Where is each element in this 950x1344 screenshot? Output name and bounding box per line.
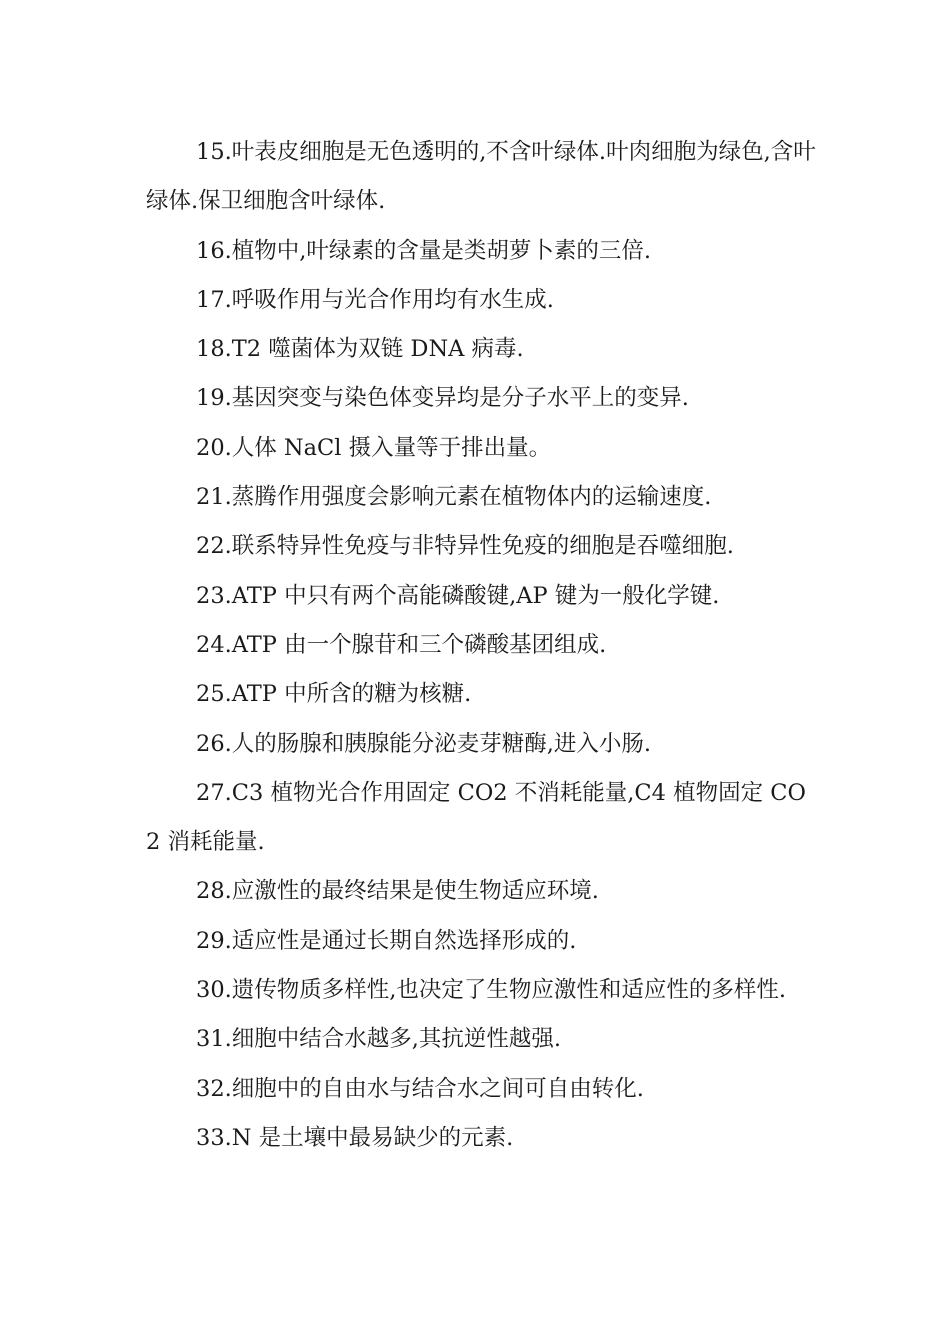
list-item: 27.C3 植物光合作用固定 CO2 不消耗能量,C4 植物固定 CO2 消耗能量. <box>146 779 806 856</box>
list-item: 23.ATP 中只有两个高能磷酸键,AP 键为一般化学键. <box>196 582 720 609</box>
list-item: 30.遗传物质多样性,也决定了生物应激性和适应性的多样性. <box>196 977 787 1004</box>
list-item: 15.叶表皮细胞是无色透明的,不含叶绿体.叶肉细胞为绿色,含叶绿体.保卫细胞含叶绿体. <box>146 139 816 215</box>
list-item: 26.人的肠腺和胰腺能分泌麦芽糖酶,进入小肠. <box>196 730 652 757</box>
list-item: 25.ATP 中所含的糖为核糖. <box>196 681 472 708</box>
list-item: 21.蒸腾作用强度会影响元素在植物体内的运输速度. <box>196 484 712 511</box>
list-item: 33.N 是土壤中最易缺少的元素. <box>196 1124 514 1151</box>
list-item: 22.联系特异性免疫与非特异性免疫的细胞是吞噬细胞. <box>196 533 734 560</box>
list-item: 16.植物中,叶绿素的含量是类胡萝卜素的三倍. <box>196 237 652 264</box>
list-item: 28.应激性的最终结果是使生物适应环境. <box>196 878 599 905</box>
list-item: 20.人体 NaCl 摄入量等于排出量。 <box>196 434 552 461</box>
list-item: 24.ATP 由一个腺苷和三个磷酸基团组成. <box>196 631 607 658</box>
list-item: 17.呼吸作用与光合作用均有水生成. <box>196 286 554 313</box>
list-item: 29.适应性是通过长期自然选择形成的. <box>196 927 577 954</box>
list-item: 19.基因突变与染色体变异均是分子水平上的变异. <box>196 385 689 412</box>
document-body <box>146 128 816 1163</box>
list-item: 31.细胞中结合水越多,其抗逆性越强. <box>196 1026 562 1053</box>
list-item: 18.T2 噬菌体为双链 DNA 病毒. <box>196 336 524 363</box>
list-item: 32.细胞中的自由水与结合水之间可自由转化. <box>196 1075 644 1102</box>
